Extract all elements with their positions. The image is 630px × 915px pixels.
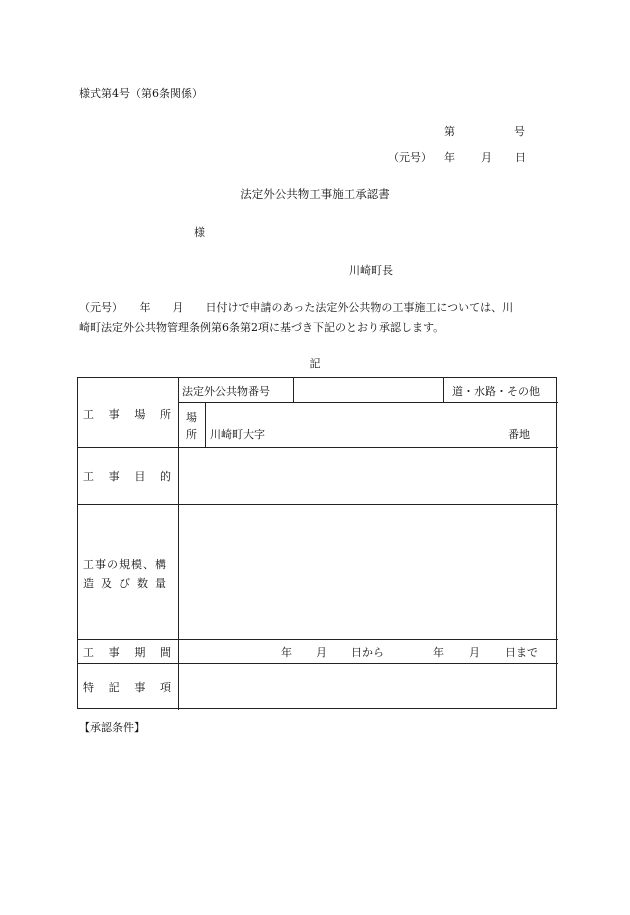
place-label-1: 場 [186, 411, 197, 424]
issue-date-month: 月 [481, 151, 492, 164]
issue-date-era: （元号） [388, 151, 432, 164]
body-line-1: （元号） 年 月 日付けで申請のあった法定外公共物の工事施工については、川 [79, 301, 514, 314]
table-line [443, 378, 444, 402]
purpose-field[interactable] [179, 448, 557, 504]
issuer-name: 川崎町長 [349, 264, 393, 277]
lot-number-label: 番地 [508, 428, 530, 441]
location-label: 工 事 場 所 [83, 408, 171, 421]
property-type-options: 道・水路・その他 [452, 385, 540, 398]
place-label-2: 所 [186, 428, 197, 441]
table-line [78, 639, 558, 640]
scale-label [83, 556, 175, 591]
notes-field[interactable] [179, 664, 557, 709]
table-line [205, 402, 206, 447]
ki-heading: 記 [309, 357, 321, 370]
public-property-number-label: 法定外公共物番号 [182, 385, 270, 398]
body-paragraph [79, 298, 557, 338]
approval-conditions-heading: 【承認条件】 [79, 721, 145, 734]
period-start-year: 年 [281, 646, 292, 659]
period-end-day: 日まで [505, 646, 538, 659]
period-end-month: 月 [469, 646, 480, 659]
scale-label-line-2: 造及び数量 [83, 577, 173, 590]
scale-field[interactable] [179, 505, 557, 639]
body-line-2: 崎町法定外公共物管理条例第6条第2項に基づき下記のとおり承認します。 [79, 321, 445, 334]
document-number-suffix: 号 [514, 125, 525, 138]
addressee-suffix: 様 [194, 226, 205, 239]
scale-label-line-1: 工事の規模、構 [83, 558, 167, 571]
document-number-label: 第 [444, 125, 455, 138]
period-start-month: 月 [316, 646, 327, 659]
period-end-year: 年 [433, 646, 444, 659]
notes-label: 特 記 事 項 [83, 681, 171, 694]
issue-date-day: 日 [515, 151, 526, 164]
approval-table [77, 377, 557, 709]
document-title: 法定外公共物工事施工承認書 [240, 187, 390, 201]
public-property-number-field[interactable] [294, 378, 443, 402]
form-number: 様式第4号（第6条関係） [79, 87, 203, 100]
period-label: 工 事 期 間 [83, 646, 171, 659]
issue-date-year: 年 [444, 151, 455, 164]
purpose-label: 工 事 目 的 [83, 470, 171, 483]
table-line [178, 402, 558, 403]
place-value: 川崎町大字 [210, 428, 265, 441]
period-start-day: 日から [351, 646, 384, 659]
